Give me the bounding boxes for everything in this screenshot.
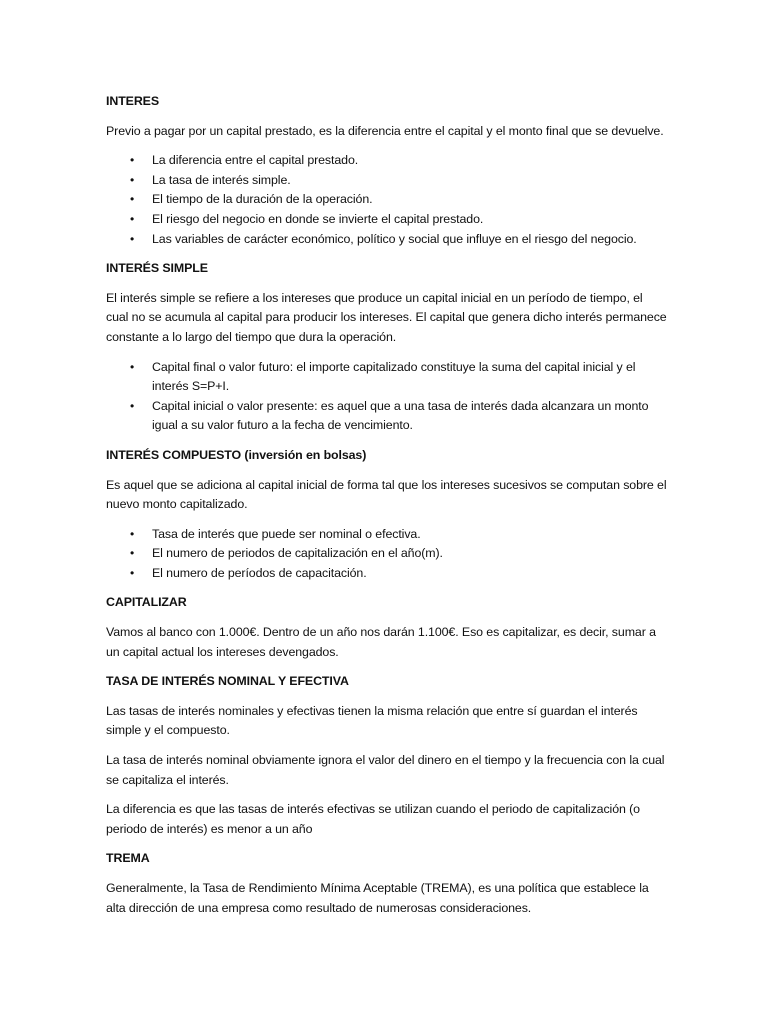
bullet-icon: • <box>130 192 135 207</box>
list-item: • El numero de periodos de capitalización en el año(m). <box>106 544 668 564</box>
bullet-list-interes <box>106 151 668 249</box>
section-heading-interes: INTERES <box>106 94 160 108</box>
section-heading-interes-simple: INTERÉS SIMPLE <box>106 261 208 276</box>
bullet-icon: • <box>130 526 135 541</box>
list-item: • Las variables de carácter económico, político y social que influye en el riesgo del negocio. <box>106 230 668 250</box>
list-item: • La diferencia entre el capital prestado. <box>106 151 668 171</box>
bullet-icon: • <box>130 153 135 168</box>
bullet-list-interes-simple <box>106 358 668 436</box>
section-intro-interes-compuesto: Es aquel que se adiciona al capital inicial de forma tal que los intereses sucesivos se computan sobre el nuevo monto capitalizado. <box>106 477 667 512</box>
bullet-icon: • <box>130 359 135 374</box>
list-item: • El riesgo del negocio en donde se invierte el capital prestado. <box>106 210 668 230</box>
paragraph: Las tasas de interés nominales y efectivas tienen la misma relación que entre sí guardan el interés simple y el compuesto. <box>106 703 638 738</box>
paragraph: La tasa de interés nominal obviamente ignora el valor del dinero en el tiempo y la frecuencia con la cual se capitaliza el interés. <box>106 753 665 787</box>
list-item: • El tiempo de la duración de la operación. <box>106 190 668 210</box>
bullet-icon: • <box>130 398 135 413</box>
section-intro-interes: Previo a pagar por un capital prestado, es la diferencia entre el capital y el monto final que se devuelve. <box>106 123 664 138</box>
section-intro-trema: Generalmente, la Tasa de Rendimiento Mínima Aceptable (TREMA), es una política que establece la alta dirección de una empresa como resultado de numerosas consideraciones. <box>106 881 649 915</box>
bullet-icon: • <box>130 546 135 561</box>
section-heading-interes-compuesto: INTERÉS COMPUESTO (inversión en bolsas) <box>106 447 367 462</box>
section-intro-capitalizar: Vamos al banco con 1.000€. Dentro de un año nos darán 1.100€. Eso es capitalizar, es decir, sumar a un capital actual los intereses devengados. <box>106 625 656 659</box>
section-heading-trema: TREMA <box>106 851 150 866</box>
paragraph: La diferencia es que las tasas de interés efectivas se utilizan cuando el periodo de capitalización (o periodo de interés) es menor a un año <box>106 802 640 836</box>
list-item: • Capital inicial o valor presente: es aquel que a una tasa de interés dada alcanzara un monto igual a su valor futuro a la fecha de vencimiento. <box>130 398 649 433</box>
bullet-list-interes-compuesto <box>106 525 668 584</box>
section-intro-interes-simple: El interés simple se refiere a los intereses que produce un capital inicial en un período de tiempo, el cual no se acumula al capital para producir los intereses. El capital que genera dicho interés permanece constante a lo largo del tiempo que dura la operación. <box>106 290 667 344</box>
bullet-icon: • <box>130 231 135 246</box>
section-heading-tasa-nominal-efectiva: TASA DE INTERÉS NOMINAL Y EFECTIVA <box>106 674 349 689</box>
list-item: • La tasa de interés simple. <box>106 171 668 191</box>
bullet-icon: • <box>130 211 135 226</box>
section-heading-capitalizar: CAPITALIZAR <box>106 595 187 610</box>
list-item: • Capital final o valor futuro: el importe capitalizado constituye la suma del capital inicial y el interés S=P+I. <box>130 359 636 394</box>
bullet-icon: • <box>130 565 135 580</box>
list-item: • El numero de períodos de capacitación. <box>106 564 668 584</box>
bullet-icon: • <box>130 172 135 187</box>
list-item: • Tasa de interés que puede ser nominal o efectiva. <box>106 525 668 545</box>
